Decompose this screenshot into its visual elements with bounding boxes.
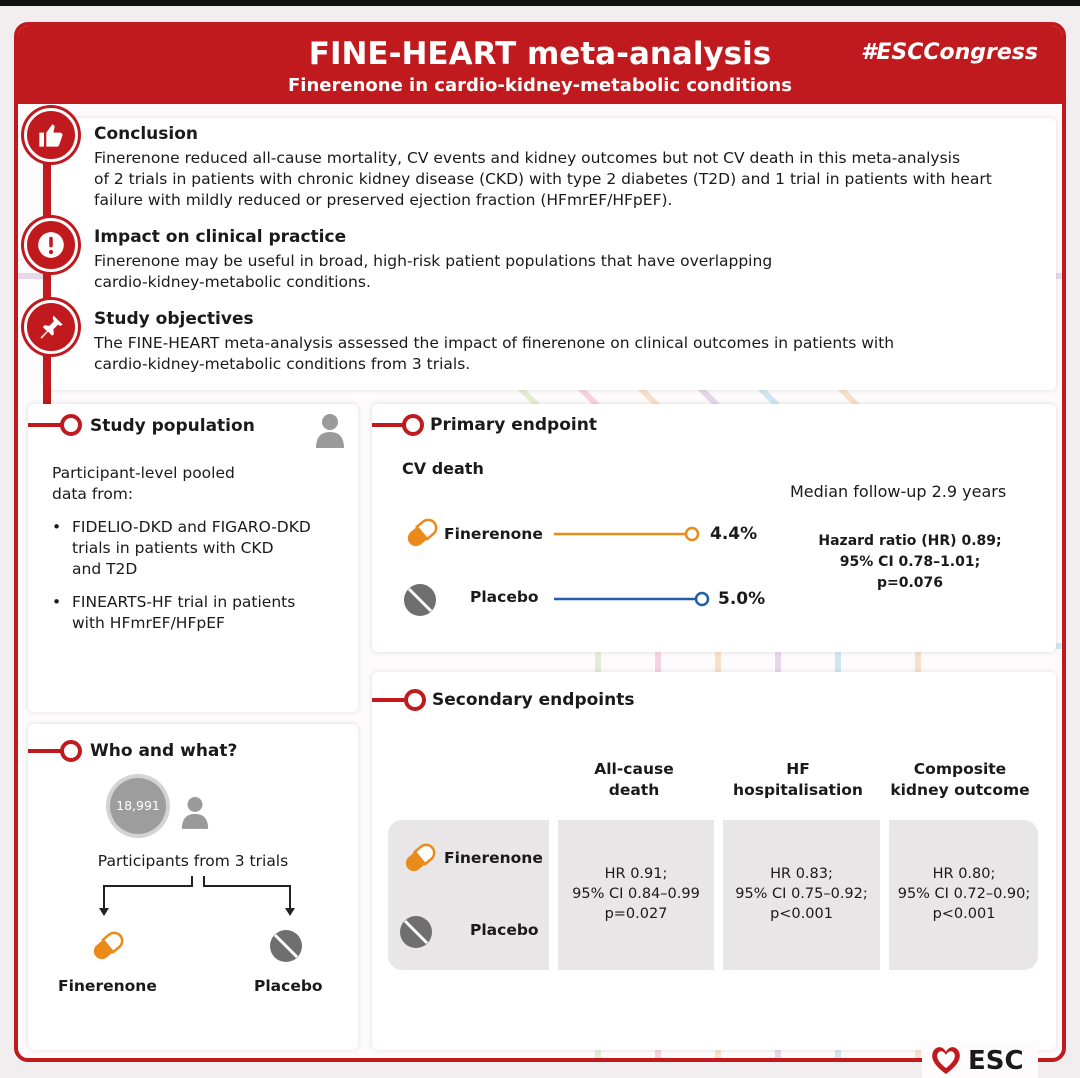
primary-endpoint-name: CV death [402, 459, 484, 478]
secondary-arm-placebo: Placebo [470, 921, 539, 939]
bullet-fidelio-figaro [72, 517, 311, 580]
study-population-pin [60, 414, 82, 436]
main-title: FINE-HEART meta-analysis [308, 36, 772, 72]
hr-line-1: Hazard ratio (HR) 0.89; [818, 533, 1002, 549]
bullet-char-2: • [52, 593, 62, 611]
placebo-tablet-icon [268, 928, 304, 964]
col3-result-line-3: p<0.001 [932, 906, 996, 922]
col2-header-line-1: HF [786, 760, 810, 778]
primary-placebo-tablet-icon [402, 582, 438, 618]
col2-result-line-1: HR 0.83; [770, 866, 833, 882]
col1-result-line-1: HR 0.91; [604, 866, 668, 882]
secondary-endpoints-connector [372, 698, 404, 702]
secondary-arm-finerenone: Finerenone [444, 849, 543, 867]
bullet-char-1: • [52, 518, 62, 536]
column-divider-2 [714, 820, 723, 970]
objectives-title: Study objectives [94, 309, 254, 329]
primary-arm-finerenone: Finerenone [444, 525, 543, 543]
infographic-frame [14, 22, 1066, 1062]
subtitle: Finerenone in cardio-kidney-metabolic conditions [288, 75, 792, 96]
who-arm-placebo: Placebo [254, 977, 323, 995]
who-and-what-pin [60, 740, 82, 762]
finerenone-pill-icon [88, 926, 128, 966]
col1-result-line-3: p=0.027 [604, 906, 668, 922]
thumbs-up-icon [37, 121, 65, 149]
secondary-endpoints-title: Secondary endpoints [432, 690, 635, 710]
column-divider-3 [880, 820, 889, 970]
result-all-cause-death [558, 864, 714, 924]
intro-line-2: data from: [52, 485, 134, 503]
esc-logo-text: ESC [968, 1046, 1024, 1076]
col1-result-line-2: 95% CI 0.84–0.99 [572, 886, 700, 902]
primary-placebo-value: 5.0% [718, 589, 766, 609]
result-hf-hospitalisation [723, 864, 880, 924]
bullet2-line-2: with HFmrEF/HFpEF [72, 614, 225, 632]
impact-icon-circle [24, 218, 78, 272]
impact-text [94, 251, 772, 293]
col3-result-line-2: 95% CI 0.72–0.90; [897, 886, 1031, 902]
median-followup: Median follow-up 2.9 years [790, 482, 1007, 501]
header-banner [18, 26, 1062, 104]
objectives-text [94, 333, 894, 375]
primary-finerenone-value: 4.4% [710, 524, 758, 544]
intro-line-1: Participant-level pooled [52, 464, 235, 482]
primary-endpoint-title: Primary endpoint [430, 415, 597, 435]
conclusion-line-2: of 2 trials in patients with chronic kidney disease (CKD) with type 2 diabetes (T2D) and 1 trial in patients with heart [94, 170, 992, 188]
bullet1-line-2: trials in patients with CKD [72, 539, 274, 557]
secondary-placebo-tablet-icon [398, 914, 434, 950]
col2-result-line-2: 95% CI 0.75–0.92; [735, 886, 868, 902]
secondary-endpoints-pin [404, 689, 426, 711]
conclusion-line-3: failure with mildly reduced or preserved ejection fraction (HFmrEF/HFpEF). [94, 191, 673, 209]
conclusion-text [94, 148, 992, 211]
placebo-result-line [554, 591, 714, 607]
bullet1-line-3: and T2D [72, 560, 138, 578]
col3-header-line-2: kidney outcome [890, 781, 1030, 799]
who-and-what-title: Who and what? [90, 741, 238, 761]
col3-result-line-1: HR 0.80; [932, 866, 996, 882]
bullet2-line-1: FINEARTS-HF trial in patients [72, 593, 296, 611]
bullet1-line-1: FIDELIO-DKD and FIGARO-DKD [72, 518, 311, 536]
impact-line-2: cardio-kidney-metabolic conditions. [94, 273, 371, 291]
participants-label: Participants from 3 trials [97, 852, 289, 870]
col-header-composite-kidney [880, 759, 1040, 801]
who-arm-finerenone: Finerenone [58, 977, 157, 995]
objectives-icon-circle [24, 300, 78, 354]
participant-count: 18,991 [116, 798, 160, 813]
hr-line-2: 95% CI 0.78–1.01; [839, 554, 981, 570]
study-population-connector [28, 423, 64, 427]
hr-line-3: p=0.076 [876, 575, 944, 591]
participants-person-icon [180, 795, 210, 829]
primary-finerenone-pill-icon [402, 513, 442, 553]
col1-header-line-2: death [608, 781, 660, 799]
pushpin-icon [37, 313, 65, 341]
col2-header-line-2: hospitalisation [733, 781, 863, 799]
hashtag: #ESCCongress [861, 40, 1038, 65]
result-composite-kidney [889, 864, 1039, 924]
objectives-line-1: The FINE-HEART meta-analysis assessed the impact of finerenone on clinical outcomes in patients with [94, 334, 895, 352]
bullet-finearts [72, 592, 295, 634]
split-arrows-diagram [88, 874, 308, 920]
primary-arm-placebo: Placebo [470, 588, 539, 606]
esc-heart-icon [928, 1044, 964, 1076]
col2-result-line-3: p<0.001 [770, 906, 833, 922]
col-header-hf-hospitalisation [718, 759, 878, 801]
exclamation-icon [37, 231, 65, 259]
esc-logo [922, 1042, 1038, 1078]
study-population-intro [52, 463, 235, 505]
conclusion-title: Conclusion [94, 124, 198, 144]
col3-header-line-1: Composite [913, 760, 1007, 778]
objectives-line-2: cardio-kidney-metabolic conditions from 3 trials. [94, 355, 471, 373]
col-header-all-cause-death [554, 759, 714, 801]
secondary-finerenone-pill-icon [400, 838, 440, 878]
study-population-title: Study population [90, 416, 255, 436]
who-and-what-connector [28, 749, 64, 753]
person-icon [314, 412, 346, 448]
impact-title: Impact on clinical practice [94, 227, 347, 247]
primary-endpoint-connector [372, 423, 404, 427]
conclusion-line-1: Finerenone reduced all-cause mortality, CV events and kidney outcomes but not CV death in this meta-analysis [94, 149, 961, 167]
top-black-bar [0, 0, 1080, 6]
column-divider-1 [549, 820, 558, 970]
col1-header-line-1: All-cause [594, 760, 674, 778]
conclusion-icon-circle [24, 108, 78, 162]
finerenone-result-line [554, 526, 704, 542]
primary-endpoint-pin [402, 414, 424, 436]
primary-hazard-ratio [790, 531, 1030, 594]
impact-line-1: Finerenone may be useful in broad, high-risk patient populations that have overlapping [94, 252, 773, 270]
